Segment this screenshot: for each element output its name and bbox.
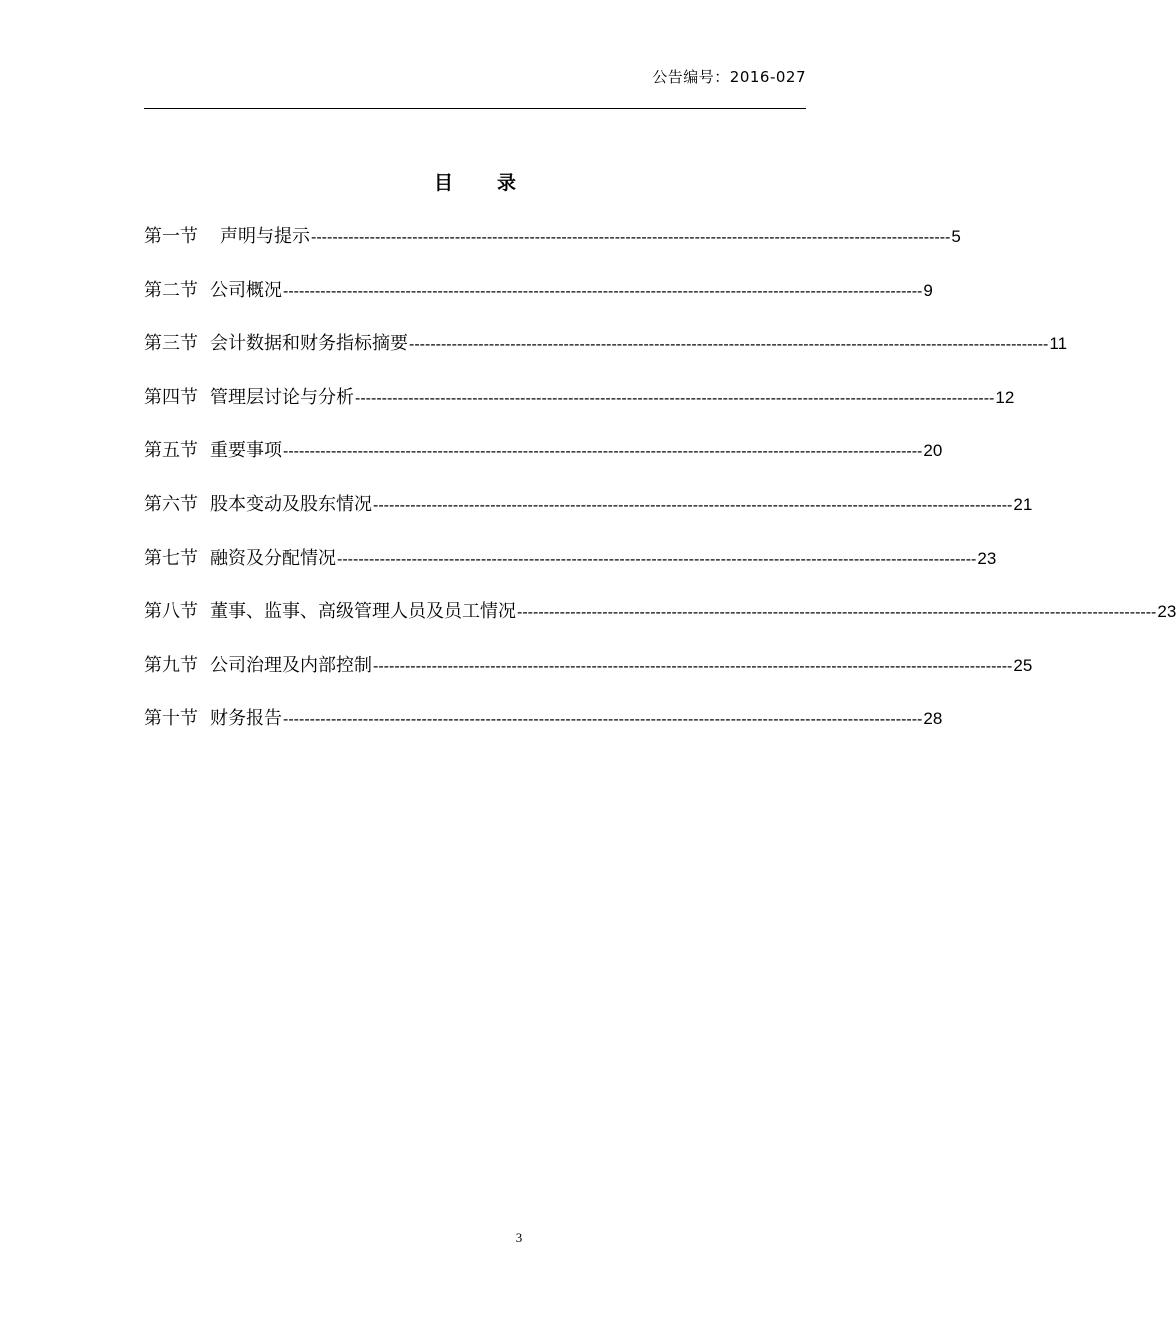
toc-dot-leader: ------------------------------------------------------------------------------------------------------------------------ — [373, 496, 1013, 514]
toc-page-number: 28 — [923, 709, 943, 729]
toc-entry[interactable] — [144, 276, 933, 330]
toc-entry[interactable] — [144, 651, 1033, 705]
toc-page-number: 20 — [923, 441, 943, 461]
announcement-number: 公告编号：2016-027 — [652, 68, 806, 86]
toc-section-title: 融资及分配情况 — [210, 547, 336, 569]
toc-section-title: 公司概况 — [210, 279, 282, 301]
toc-section-number: 第七节 — [144, 547, 198, 569]
toc-page-number: 5 — [951, 227, 961, 246]
toc-section-number: 第五节 — [144, 440, 198, 462]
page-footer — [0, 1230, 950, 1246]
toc-entry[interactable] — [144, 597, 1176, 651]
toc-page-number: 11 — [1049, 334, 1068, 354]
toc-section-title: 财务报告 — [210, 708, 282, 730]
toc-dot-leader: ------------------------------------------------------------------------------------------------------------------------ — [517, 604, 1157, 622]
toc-entry[interactable] — [144, 383, 1015, 437]
toc-section-title: 董事、监事、高级管理人员及员工情况 — [210, 601, 516, 623]
toc-title — [0, 168, 950, 195]
toc-section-number: 第三节 — [144, 333, 198, 355]
toc-entry[interactable] — [144, 222, 961, 276]
toc-page-number: 9 — [923, 280, 933, 300]
toc-section-number: 第四节 — [144, 386, 198, 408]
toc-section-number: 第一节 — [144, 226, 198, 247]
toc-section-number: 第八节 — [144, 601, 198, 623]
toc-section-title: 公司治理及内部控制 — [210, 654, 372, 676]
toc-section-number: 第十节 — [144, 708, 198, 730]
toc-dot-leader: ------------------------------------------------------------------------------------------------------------------------ — [373, 657, 1013, 675]
toc-dot-leader: ------------------------------------------------------------------------------------------------------------------------ — [337, 550, 977, 568]
toc-entry[interactable] — [144, 704, 943, 758]
toc-dot-leader: ------------------------------------------------------------------------------------------------------------------------ — [283, 282, 923, 300]
toc-entry[interactable] — [144, 329, 1068, 383]
toc-entry[interactable] — [144, 490, 1033, 544]
toc-dot-leader: ------------------------------------------------------------------------------------------------------------------------ — [311, 229, 951, 246]
toc-page-number: 23 — [977, 548, 997, 568]
toc-dot-leader: ------------------------------------------------------------------------------------------------------------------------ — [283, 711, 923, 729]
page-number: 3 — [515, 1230, 523, 1245]
toc-section-number: 第二节 — [144, 279, 198, 301]
toc-list — [144, 222, 1176, 758]
toc-dot-leader: ------------------------------------------------------------------------------------------------------------------------ — [409, 336, 1049, 354]
toc-page-number: 23 — [1157, 602, 1176, 622]
toc-section-title: 会计数据和财务指标摘要 — [210, 333, 408, 355]
toc-title-part2: 录 — [497, 172, 517, 194]
toc-page-number: 21 — [1013, 494, 1033, 514]
toc-page-number: 25 — [1013, 655, 1033, 675]
toc-page-number: 12 — [995, 387, 1015, 407]
toc-dot-leader: ------------------------------------------------------------------------------------------------------------------------ — [355, 389, 995, 407]
toc-section-title: 管理层讨论与分析 — [210, 386, 354, 408]
header-divider — [144, 108, 806, 109]
toc-section-title: 股本变动及股东情况 — [210, 493, 372, 515]
toc-section-number: 第六节 — [144, 493, 198, 515]
toc-section-title: 声明与提示 — [220, 226, 310, 247]
toc-entry[interactable] — [144, 436, 943, 490]
toc-title-part1: 目 — [433, 172, 453, 194]
toc-section-title: 重要事项 — [210, 440, 282, 462]
toc-entry[interactable] — [144, 544, 997, 598]
toc-dot-leader: ------------------------------------------------------------------------------------------------------------------------ — [283, 443, 923, 461]
toc-section-number: 第九节 — [144, 654, 198, 676]
